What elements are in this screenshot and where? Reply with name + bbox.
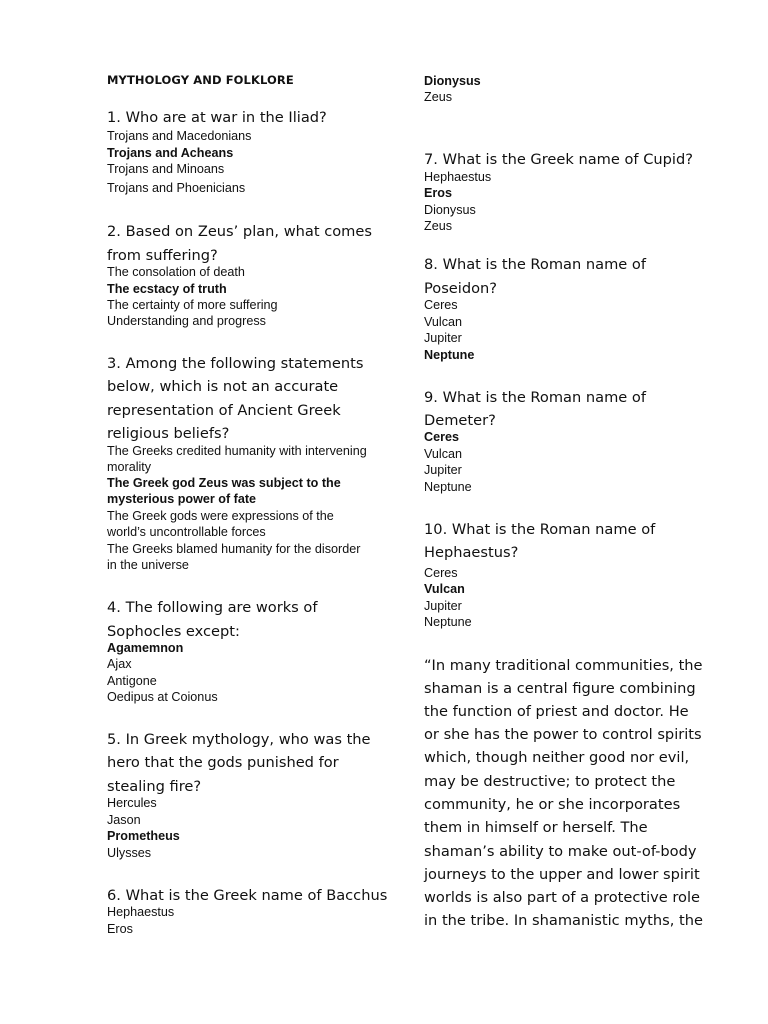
question-1: 1. Who are at war in the Iliad? (107, 109, 327, 126)
question-6: 6. What is the Greek name of Bacchus (107, 887, 388, 904)
q1-option-c: Trojans and Minoans (107, 162, 225, 176)
passage-line-3: the function of priest and doctor. He (424, 703, 689, 720)
q9-option-c: Jupiter (424, 463, 462, 477)
q5-option-b: Jason (107, 813, 141, 827)
passage-line-1: “In many traditional communities, the (424, 657, 703, 674)
question-8-line-2: Poseidon? (424, 280, 498, 297)
q3-option-c-line-1: The Greek gods were expressions of the (107, 509, 334, 523)
document-title: MYTHOLOGY AND FOLKLORE (107, 73, 294, 87)
passage-line-12: in the tribe. In shamanistic myths, the (424, 912, 703, 929)
question-9-line-1: 9. What is the Roman name of (424, 389, 646, 406)
passage-line-9: shaman’s ability to make out-of-body (424, 843, 697, 860)
passage-line-5: which, though neither good nor evil, (424, 749, 690, 766)
q8-option-b: Vulcan (424, 315, 463, 329)
question-2-line-2: from suffering? (107, 247, 218, 264)
q3-option-b-answer-line-2: mysterious power of fate (107, 492, 257, 506)
q1-option-d: Trojans and Phoenicians (107, 181, 246, 195)
question-5-line-1: 5. In Greek mythology, who was the (107, 731, 371, 748)
question-3-line-3: representation of Ancient Greek (107, 402, 341, 419)
q6-option-b: Eros (107, 922, 133, 936)
q3-option-c-line-2: world’s uncontrollable forces (107, 525, 266, 539)
q6-option-c-answer: Dionysus (424, 74, 481, 88)
q4-option-a-answer: Agamemnon (107, 641, 184, 655)
question-4-line-2: Sophocles except: (107, 623, 240, 640)
q5-option-c-answer: Prometheus (107, 829, 180, 843)
q7-option-d: Zeus (424, 219, 452, 233)
q10-option-d: Neptune (424, 615, 472, 629)
passage-line-2: shaman is a central figure combining (424, 680, 696, 697)
question-10-line-2: Hephaestus? (424, 544, 519, 561)
q3-option-a-line-2: morality (107, 460, 152, 474)
q7-option-a: Hephaestus (424, 170, 492, 184)
q6-option-d: Zeus (424, 90, 452, 104)
q8-option-c: Jupiter (424, 331, 462, 345)
q2-option-d: Understanding and progress (107, 314, 266, 328)
question-10-line-1: 10. What is the Roman name of (424, 521, 656, 538)
q7-option-b-answer: Eros (424, 186, 452, 200)
q3-option-d-line-1: The Greeks blamed humanity for the disorder (107, 542, 361, 556)
q4-option-c: Antigone (107, 674, 157, 688)
passage-line-10: journeys to the upper and lower spirit (424, 866, 700, 883)
question-4-line-1: 4. The following are works of (107, 599, 318, 616)
q4-option-b: Ajax (107, 657, 132, 671)
question-9-line-2: Demeter? (424, 412, 496, 429)
question-3-line-4: religious beliefs? (107, 425, 230, 442)
q10-option-a: Ceres (424, 566, 458, 580)
q4-option-d: Oedipus at Coionus (107, 690, 218, 704)
question-3-line-1: 3. Among the following statements (107, 355, 364, 372)
q1-option-b-answer: Trojans and Acheans (107, 146, 234, 160)
q5-option-a: Hercules (107, 796, 157, 810)
q7-option-c: Dionysus (424, 203, 476, 217)
q3-option-b-answer-line-1: The Greek god Zeus was subject to the (107, 476, 341, 490)
q2-option-a: The consolation of death (107, 265, 245, 279)
passage-line-4: or she has the power to control spirits (424, 726, 702, 743)
passage-line-7: community, he or she incorporates (424, 796, 681, 813)
q10-option-b-answer: Vulcan (424, 582, 465, 596)
passage-line-6: may be destructive; to protect the (424, 773, 676, 790)
q3-option-d-line-2: in the universe (107, 558, 189, 572)
q2-option-b-answer: The ecstacy of truth (107, 282, 227, 296)
question-5-line-2: hero that the gods punished for (107, 754, 339, 771)
question-2-line-1: 2. Based on Zeus’ plan, what comes (107, 223, 372, 240)
q5-option-d: Ulysses (107, 846, 152, 860)
q1-option-a: Trojans and Macedonians (107, 129, 252, 143)
q8-option-a: Ceres (424, 298, 458, 312)
q10-option-c: Jupiter (424, 599, 462, 613)
q3-option-a-line-1: The Greeks credited humanity with intervening (107, 444, 367, 458)
q6-option-a: Hephaestus (107, 905, 175, 919)
passage-line-8: them in himself or herself. The (424, 819, 648, 836)
passage-line-11: worlds is also part of a protective role (424, 889, 701, 906)
q9-option-b: Vulcan (424, 447, 463, 461)
question-7: 7. What is the Greek name of Cupid? (424, 151, 693, 168)
q9-option-d: Neptune (424, 480, 472, 494)
question-5-line-3: stealing fire? (107, 778, 202, 795)
q9-option-a-answer: Ceres (424, 430, 460, 444)
q2-option-c: The certainty of more suffering (107, 298, 278, 312)
question-8-line-1: 8. What is the Roman name of (424, 256, 646, 273)
q8-option-d-answer: Neptune (424, 348, 475, 362)
question-3-line-2: below, which is not an accurate (107, 378, 339, 395)
